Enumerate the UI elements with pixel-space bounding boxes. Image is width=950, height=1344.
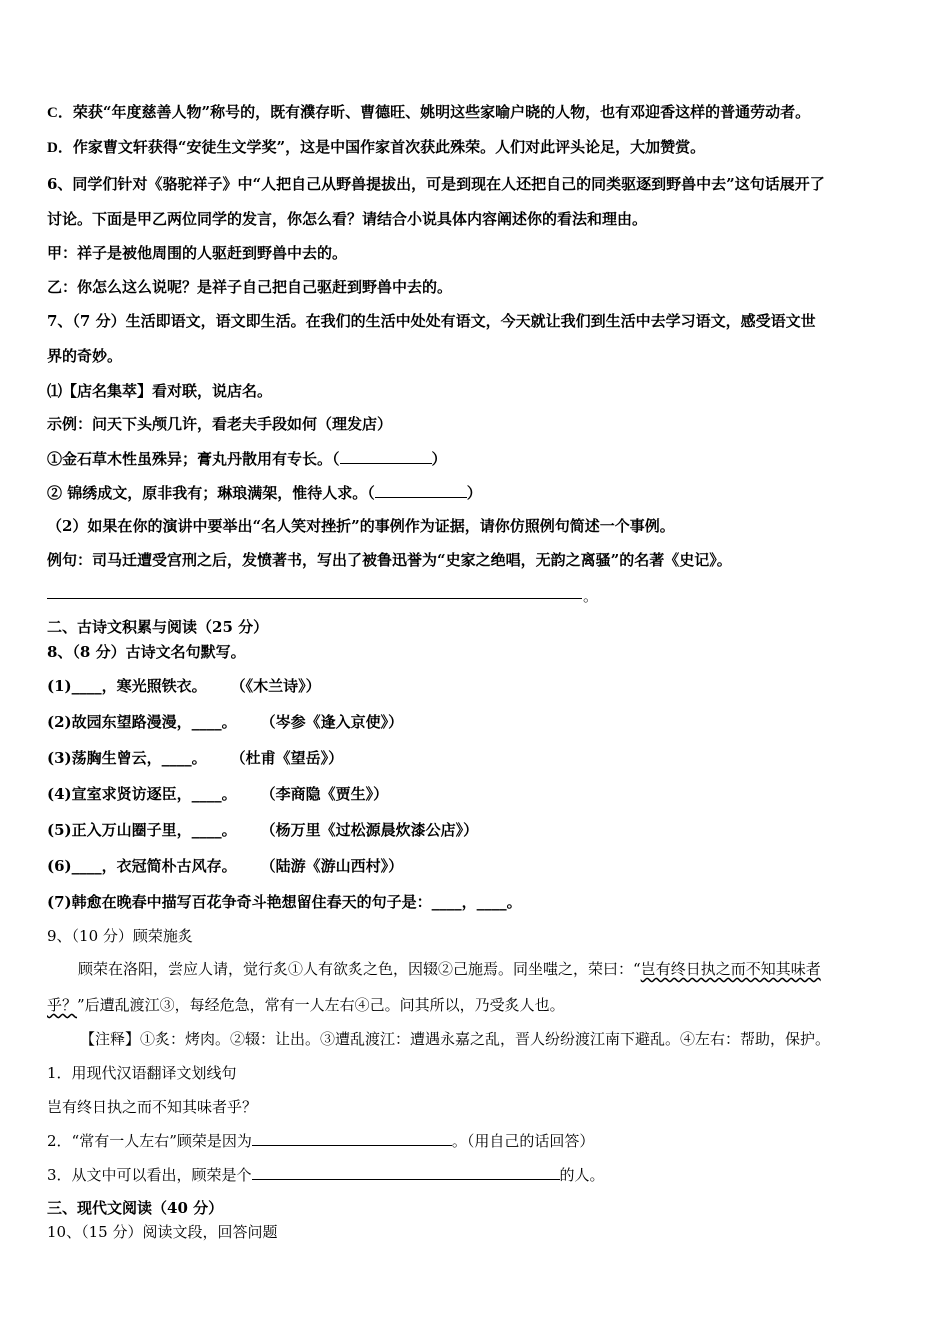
q8-item-3-text: (3)荡胸生曾云，____。 [47,749,207,767]
q9-passage-part1: 顾荣在洛阳，尝应人请，觉行炙①人有欲炙之色，因辍②己施焉。同坐嗤之，荣曰：“ [78,960,641,978]
q9-note: 【注释】①炙：烤肉。②辍：让出。③遭乱渡江：遭遇永嘉之乱，晋人纷纷渡江南下避乱。④左右：帮助，保护。 [80,1030,831,1048]
q8-item-6-text: (6)____，衣冠简朴古风存。 [47,857,237,875]
option-c-label: C． [47,105,73,121]
q10-title: 10、（15 分）阅读文段，回答问题 [47,1223,278,1241]
q9-sub1: 1．用现代汉语翻译文划线句 [47,1064,237,1082]
q8-item-7: (7)韩愈在晚春中描写百花争奇斗艳想留住春天的句子是：____，____。 [47,893,522,911]
q7-item2-blank[interactable] [375,481,467,498]
q8-item-3-source: （杜甫《望岳》） [230,749,344,767]
q8-item-2 [47,711,917,733]
q7-item2-close: ） [466,484,482,502]
q9-sub3-tail: 的人。 [559,1166,605,1184]
q8-item-2-source: （岑参《逢入京使》） [260,713,404,731]
q7-line1: 7、（7 分）生活即语文，语文即生活。在我们的生活中处处有语文，今天就让我们到生活中去学习语文，感受语文世 [47,312,816,330]
q9-sub2 [47,1129,917,1152]
q9-title: 9、（10 分）顾荣施炙 [47,927,193,945]
q6-line2: 讨论。下面是甲乙两位同学的发言，你怎么看？请结合小说具体内容阐述你的看法和理由。 [47,210,648,228]
q8-item-5-source: （杨万里《过松源晨炊漆公店》） [260,821,479,839]
q9-passage-line1 [78,958,918,980]
q8-item-6 [47,855,917,877]
q8-item-1 [47,675,917,697]
q7-item2 [47,481,917,504]
q7-line2: 界的奇妙。 [47,347,123,365]
q7-sub2-example: 例句：司马迁遭受宫刑之后，发愤著书，写出了被鲁迅誉为“史家之绝唱，无韵之离骚”的名著《史记》。 [47,551,732,569]
q7-item1-blank[interactable] [340,447,432,464]
section2-title: 二、古诗文积累与阅读（25 分） [47,618,269,636]
option-c-text: 荣获“年度慈善人物”称号的，既有濮存昕、曹德旺、姚明这些家喻户晓的人物，也有邓迎香这样的普通劳动者。 [72,103,811,121]
q8-item-4-source: （李商隐《贾生》） [260,785,389,803]
q9-sub3 [47,1163,917,1186]
q9-passage-line2 [47,994,917,1016]
q9-passage-part2: ”后遭乱渡江③，每经危急，常有一人左右④己。问其所以，乃受炙人也。 [77,996,565,1014]
q7-sub2-title: （2）如果在你的演讲中要举出“名人笑对挫折”的事例作为证据，请你仿照例句简述一个事例。 [47,517,675,535]
option-d [47,136,917,159]
q8-item-2-text: (2)故园东望路漫漫，____。 [47,713,237,731]
q7-answer-end: 。 [583,587,599,605]
q8-item-5-text: (5)正入万山圈子里，____。 [47,821,237,839]
q6-jia: 甲：祥子是被他周围的人驱赶到野兽中去的。 [47,244,348,262]
q6-line1: 6、同学们针对《骆驼祥子》中“人把自己从野兽提拔出，可是到现在人还把自己的同类驱逐到野兽中去”这句话展开了 [47,175,825,193]
q9-underlined-sentence-b: 乎？ [47,996,78,1014]
q7-sub1-example: 示例：问天下头颅几许，看老夫手段如何（理发店） [47,415,393,433]
q8-item-3 [47,747,917,769]
section3-title: 三、现代文阅读（40 分） [47,1199,224,1217]
q8-item-4 [47,783,917,805]
q7-item1-text: ①金石草木性虽殊异；膏丸丹散用有专长。（ [47,450,340,468]
q7-answer-line[interactable] [47,598,582,599]
q8-title: 8、（8 分）古诗文名句默写。 [47,643,246,661]
q9-sub3-text: 3．从文中可以看出，顾荣是个 [47,1166,252,1184]
q9-sub2-text: 2．“常有一人左右”顾荣是因为 [47,1132,252,1150]
q7-item1-close: ） [431,450,447,468]
option-d-label: D． [47,140,73,156]
q7-sub1-title: ⑴【店名集萃】看对联，说店名。 [47,382,273,400]
q9-sub2-tail: 。（用自己的话回答） [451,1132,595,1150]
q9-sub3-blank[interactable] [252,1163,560,1180]
q9-sub2-blank[interactable] [252,1129,452,1146]
q8-item-5 [47,819,917,841]
q8-item-1-source: （《木兰诗》） [230,677,321,695]
q7-item2-text: ② 锦绣成文，原非我有；琳琅满架，惟待人求。（ [47,484,375,502]
q7-item1 [47,447,917,470]
q8-item-6-source: （陆游《游山西村》） [260,857,404,875]
q9-underlined-sentence-a: 岂有终日执之而不知其味者 [640,960,821,978]
q6-yi: 乙：你怎么这么说呢？是祥子自己把自己驱赶到野兽中去的。 [47,278,453,296]
option-d-text: 作家曹文轩获得“安徒生文学奖”，这是中国作家首次获此殊荣。人们对此评头论足，大加赞赏。 [72,138,706,156]
q8-item-4-text: (4)宣室求贤访逐臣，____。 [47,785,237,803]
option-c [47,101,917,124]
q9-sub1-sentence: 岂有终日执之而不知其味者乎？ [47,1098,258,1116]
q8-item-1-text: (1)____，寒光照铁衣。 [47,677,207,695]
